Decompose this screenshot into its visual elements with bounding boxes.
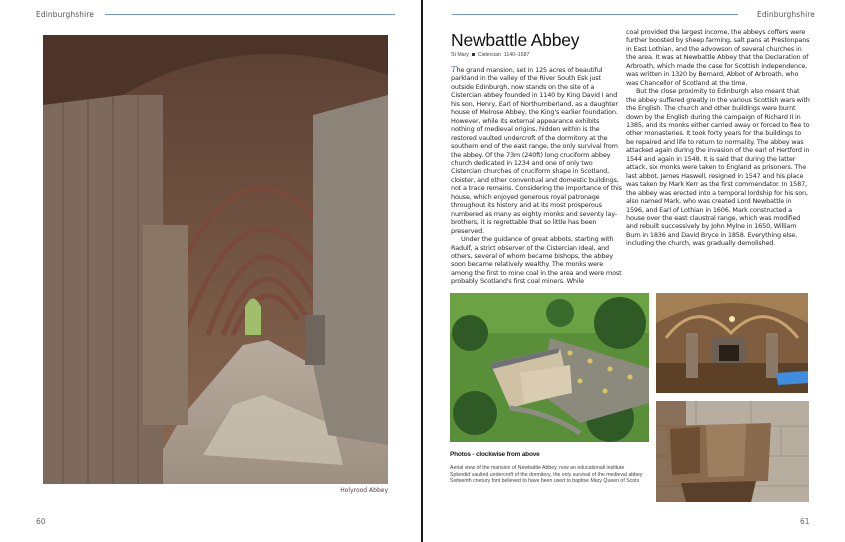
left-page-number: 60 (36, 517, 46, 526)
paragraph-text: he grand mansion, set in 125 acres of beautiful parkland in the valley of the River South Esk just outside Edinburgh, now stands on the site of a Cistercian abbey founded in 1140 by King David I and his son, Henry, Earl of Northumberland, as a daughter house of Melrose Abbey, the King's earlier foundation. However, while its external appearance exhibits nothing of medieval origins, hidden within is the restored vaulted undercroft of the dormitory at the southern end of the east range, the only survival from the abbey. Of the 73m (240ft) long cruciform abbey church dedicated in 1234 and one of only two Cistercian churches of cruciform shape in Scotland, cloister, and other conventual and domestic buildings, not a trace remains. Considering the importance of this house, which enjoyed generous royal patronage throughout its history and at its most prosperous numbered as many as eighty monks and seventy lay-brothers, it is regrettable that so little has been preserved. (451, 66, 622, 235)
bullet-square-icon (472, 53, 475, 56)
photo-caption-list (450, 465, 650, 485)
body-paragraph: Under the guidance of great abbots, starting with Radulf, a strict observer of the Cistercian ideal, and others, several of whom became bishops, the abbey soon became relatively wealthy. The monks were among the first to mine coal in the area and were most probably Scotland's first coal miners. While (451, 235, 622, 286)
right-page-number: 61 (800, 517, 810, 526)
left-header-rule (105, 14, 395, 15)
aerial-view-photo (450, 293, 649, 442)
body-column-1 (451, 66, 624, 286)
abbey-details (451, 52, 529, 58)
left-running-head: Edinburghshire (36, 10, 94, 19)
body-paragraph: coal provided the largest income, the abbeys coffers were further boosted by sheep farming, salt pans at Prestonpans in East Lothian, and the advowson of several churches in the area. It was at Newbattle Abbey that the Declaration of Arbroath, which made the case for Scottish independence, was written in 1320 by Bernard, Abbot of Arbroath, who was Chancellor of Scotland at the time. (626, 28, 810, 87)
abbey-dedication: St Mary (451, 52, 469, 58)
photo-caption: Aerial view of the mansion of Newbattle Abbey, now an educationall institute (450, 465, 625, 471)
holyrood-abbey-photo (43, 35, 388, 484)
undercroft-photo (656, 293, 808, 393)
page-title: Newbattle Abbey (451, 30, 580, 50)
right-running-head: Edinburghshire (757, 10, 815, 19)
photo-caption: Sixteenth cnetury font believed to have been used to baptise Mary Queen of Scots (450, 478, 640, 485)
body-paragraph: But the close proximity to Edinburgh also meant that the abbey suffered greatly in the various Scottish wars with the English. The church and other buildings were burnt down by the English during the campaign of Richard II in 1385, and its monks either carried away or forced to flee to other monasteries. It took forty years for the buildings to be repaired and life to return to normality. The abbey was attacked again during the invasion of the earl of Hertford in 1544 and again in 1548. It is said that during the latter attack, six monks were taken to England as prisoners. The last abbot, James Haswell, resigned in 1547 and his place was taken by Mark Kerr as the first commendator. In 1587, the abbey was erected into a temporal lordship for his son, also named Mark, who was created Lord Newbattle in 1596, and Earl of Lothian in 1606. Mark constructed a house over the east claustral range, which was modified and rebuilt successively by John Mylne in 1650, William Burn in 1836 and David Bryce in 1858. Everything else, including the church, was gradually demolished. (626, 87, 810, 248)
photos-heading: Photos - clockwise from above (450, 451, 540, 458)
body-column-2 (626, 28, 810, 248)
baptismal-font-photo (656, 401, 809, 502)
holyrood-abbey-caption: Holyrood Abbey (340, 487, 388, 494)
abbey-order: Cistercian (477, 52, 501, 58)
abbey-dates: 1140–1587 (503, 52, 530, 58)
drop-cap: T (451, 65, 457, 75)
book-spine (421, 0, 423, 542)
right-header-rule (452, 14, 738, 15)
photo-caption: Splendid vaulted undercroft of the dormitory, the only survival of the medieval abbey (450, 471, 643, 478)
body-paragraph (451, 66, 624, 235)
